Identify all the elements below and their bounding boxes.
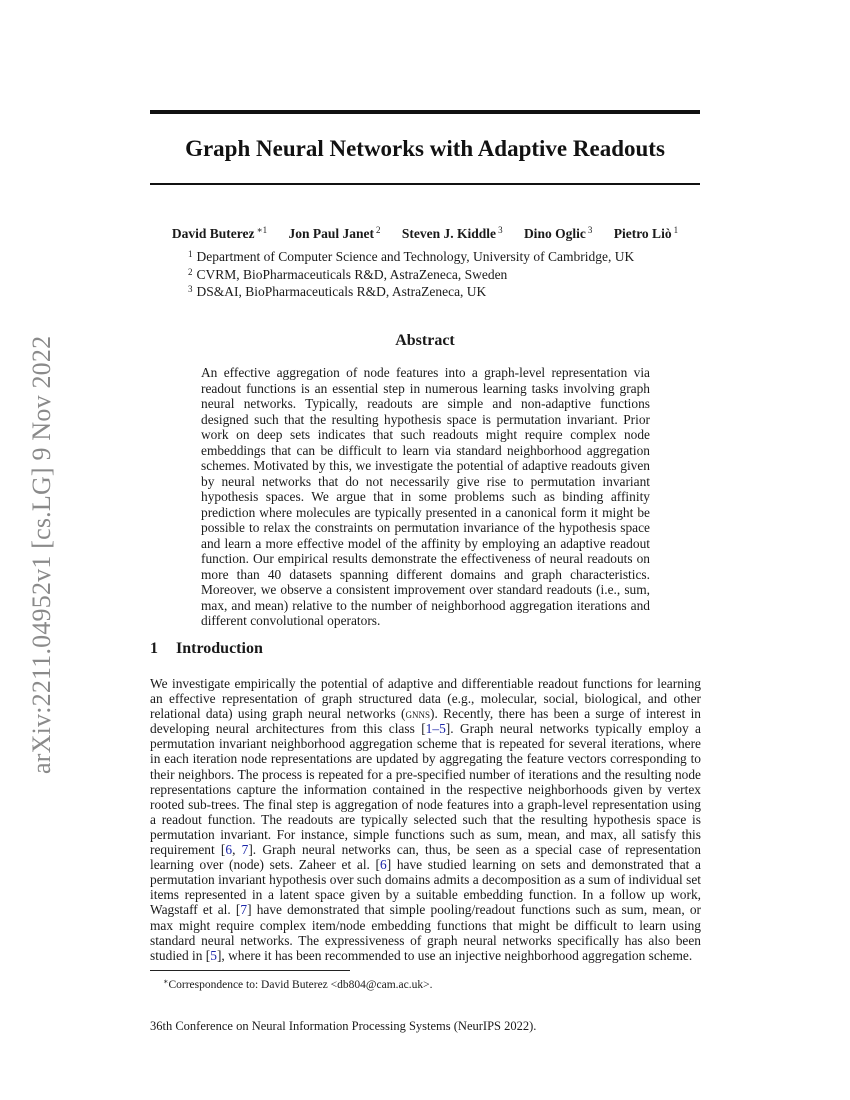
intro-text: ] have studied learning on sets and demonstrated that a permutation invariant hypothesis over such domains admits a decomposition as a sum of individual set items represented in a latent space given by a suitable embedding function. In a follow up work, Wagstaff et al. [ — [150, 857, 701, 918]
affiliation-number: 1 — [188, 249, 193, 259]
author — [524, 219, 592, 245]
citation-link[interactable]: 5 — [210, 947, 217, 963]
affiliation — [188, 247, 708, 265]
abstract-text: An effective aggregation of node features into a graph-level representation via readout functions is an essential step in numerous learning tasks involving graph neural networks. Typically, readouts are simple and non-adaptive functions designed such that the resulting hypothesis space is permutation invariant. Prior work on deep sets indicates that such readouts might require complex node embeddings that can be difficult to learn via standard neighborhood aggregation schemes. Motivated by this, we investigate the potential of adaptive readouts given by neural networks that do not necessarily give rise to permutation invariant hypothesis spaces. We argue that in some problems such as binding affinity prediction where molecules are typically presented in a canonical form it might be possible to relax the constraints on permutation invariance of the hypothesis space and learn a more effective model of the affinity by employing an adaptive readout function. Our empirical results demonstrate the effectiveness of neural readouts on more than 40 datasets spanning different domains and graph characteristics. Moreover, we observe a consistent improvement over standard readouts (i.e., sum, max, and mean) relative to the number of neighborhood aggregation iterations and different convolutional operators. — [201, 365, 650, 628]
affiliation — [188, 282, 708, 300]
footnote-rule — [150, 970, 350, 971]
arxiv-identifier-stamp: arXiv:2211.04952v1 [cs.LG] 9 Nov 2022 — [27, 335, 56, 774]
author-affiliation-mark: 1 — [673, 225, 679, 235]
affiliation-text: Department of Computer Science and Technology, University of Cambridge, UK — [196, 249, 635, 264]
intro-text: ). Recently, there has been a surge of interest in developing neural architectures from this class [ — [150, 706, 701, 737]
footnote-mark: ∗ — [163, 977, 169, 986]
author — [172, 219, 267, 245]
abstract-heading: Abstract — [395, 332, 455, 349]
author — [402, 219, 503, 245]
author-affiliation-mark: 3 — [587, 225, 593, 235]
citation-link[interactable]: 7 — [240, 902, 248, 918]
correspondence-footnote — [163, 975, 703, 992]
author-affiliation-mark: 2 — [376, 225, 381, 235]
section-heading-introduction — [150, 638, 700, 660]
author-name: Dino Oglic — [523, 226, 586, 241]
affiliation-number: 2 — [188, 266, 193, 277]
section-title: Introduction — [176, 640, 263, 657]
affiliation — [188, 265, 708, 283]
title-top-rule — [150, 110, 700, 114]
author-list — [150, 219, 700, 241]
conference-venue: 36th Conference on Neural Information Processing Systems (NeurIPS 2022). — [150, 1019, 537, 1033]
citation-link[interactable]: 1–5 — [425, 721, 446, 737]
paper-title: Graph Neural Networks with Adaptive Readouts — [185, 136, 665, 161]
author-affiliation-mark: ∗1 — [256, 225, 268, 235]
citation-link[interactable]: 6 — [380, 857, 387, 873]
intro-text: ]. Graph neural networks can, thus, be seen as a special case of representation learning over (node) sets. Zaheer et al. [ — [150, 842, 702, 873]
citation-link[interactable]: 7 — [241, 842, 249, 858]
footnote-text: Correspondence to: David Buterez <db804@cam.ac.uk>. — [168, 979, 433, 991]
intro-text: ]. Graph neural networks typically employ a permutation invariant neighborhood aggregation scheme that is repeated for several iterations, where in each iteration node representations are updated by aggregating the feature vectors corresponding to their neighbors. The process is repeated for a pre-specified number of iterations and the resulting node representations capture the information contained in the respective neighborhoods given by vertex rooted sub-trees. The final step is aggregation of node features into a graph-level representation using a readout function. The readouts are typically selected such that the resulting hypothesis space is permutation invariant. For instance, simple functions such as sum, mean, and max, all satisfy this requirement [ — [150, 721, 701, 858]
author-name: David Buterez — [171, 226, 255, 241]
author-affiliation-mark: 3 — [498, 225, 503, 235]
affiliation-list — [188, 247, 708, 300]
author-name: Pietro Liò — [613, 226, 672, 241]
citation-link[interactable]: 6 — [225, 842, 233, 858]
intro-text: ], where it has been recommended to use an injective neighborhood aggregation scheme. — [216, 947, 693, 963]
affiliation-text: CVRM, BioPharmaceuticals R&D, AstraZeneca, Sweden — [196, 266, 508, 282]
intro-text: ] have demonstrated that simple pooling/readout functions such as sum, mean, or max might require complex item/node embedding functions that might be difficult to learn using standard neural networks. The expressiveness of graph neural networks specifically has also been studied in [ — [150, 902, 701, 963]
author — [614, 219, 678, 245]
affiliation-text: DS&AI, BioPharmaceuticals R&D, AstraZeneca, UK — [196, 284, 487, 299]
author-name: Jon Paul Janet — [288, 226, 375, 241]
introduction-paragraph — [150, 676, 701, 963]
intro-text: We investigate empirically the potential of adaptive and differentiable readout functions for learning an effective representation of graph structured data (e.g., molecular, social, biological, and other relational data) using graph neural networks ( — [150, 676, 701, 722]
intro-text: , — [232, 842, 242, 858]
author — [289, 219, 381, 245]
section-number: 1 — [150, 640, 158, 657]
title-bottom-rule — [150, 183, 700, 185]
author-name: Steven J. Kiddle — [401, 226, 497, 241]
gnn-acronym: gnns — [405, 706, 431, 722]
affiliation-number: 3 — [188, 284, 193, 294]
